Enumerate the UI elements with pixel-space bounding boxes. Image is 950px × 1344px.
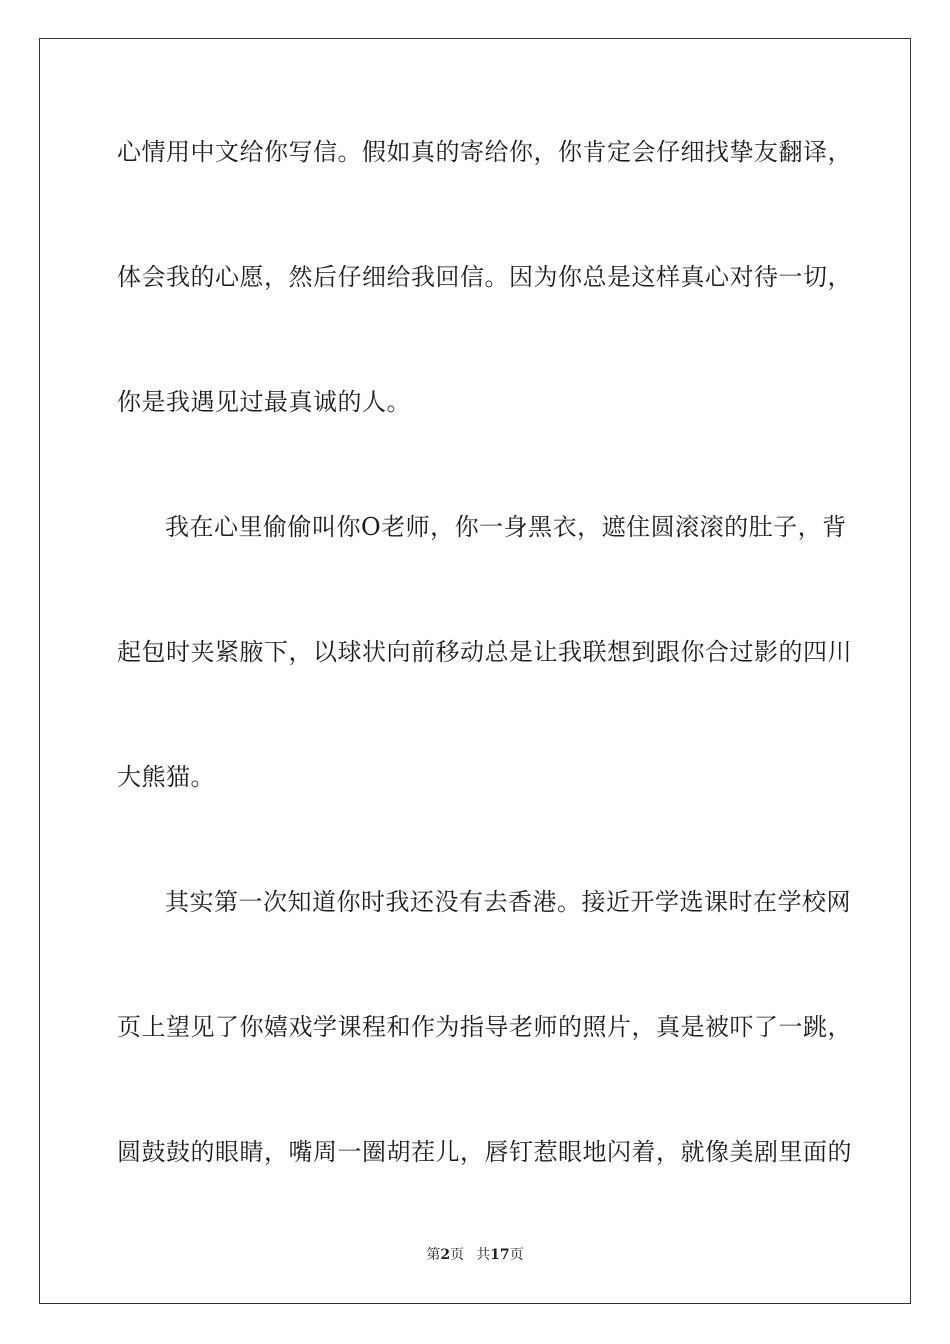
text-line-7: 其实第一次知道你时我还没有去香港。接近开学选课时在学校网	[165, 888, 851, 916]
page-prefix: 第	[426, 1247, 441, 1263]
text-line-1: 心情用中文给你写信。假如真的寄给你，你肯定会仔细找挚友翻译，	[117, 138, 852, 166]
total-suffix: 页	[509, 1247, 524, 1263]
text-line-4: 我在心里偷偷叫你O老师，你一身黑衣，遮住圆滚滚的肚子，背	[165, 513, 847, 541]
total-pages: 17	[490, 1247, 510, 1263]
text-line-6: 大熊猫。	[117, 763, 215, 791]
page-number: 2	[440, 1247, 451, 1263]
text-line-8: 页上望见了你嬉戏学课程和作为指导老师的照片，真是被吓了一跳，	[117, 1013, 852, 1041]
text-line-3: 你是我遇见过最真诚的人。	[117, 388, 411, 416]
text-line-9: 圆鼓鼓的眼睛，嘴周一圈胡茬儿，唇钉惹眼地闪着，就像美剧里面的	[117, 1138, 852, 1166]
page-suffix: 页	[450, 1247, 465, 1263]
page-footer	[0, 1246, 950, 1264]
text-line-2: 体会我的心愿，然后仔细给我回信。因为你总是这样真心对待一切，	[117, 263, 852, 291]
total-prefix: 共	[476, 1247, 491, 1263]
text-line-5: 起包时夹紧腋下，以球状向前移动总是让我联想到跟你合过影的四川	[117, 638, 852, 666]
page-border	[39, 38, 911, 1304]
